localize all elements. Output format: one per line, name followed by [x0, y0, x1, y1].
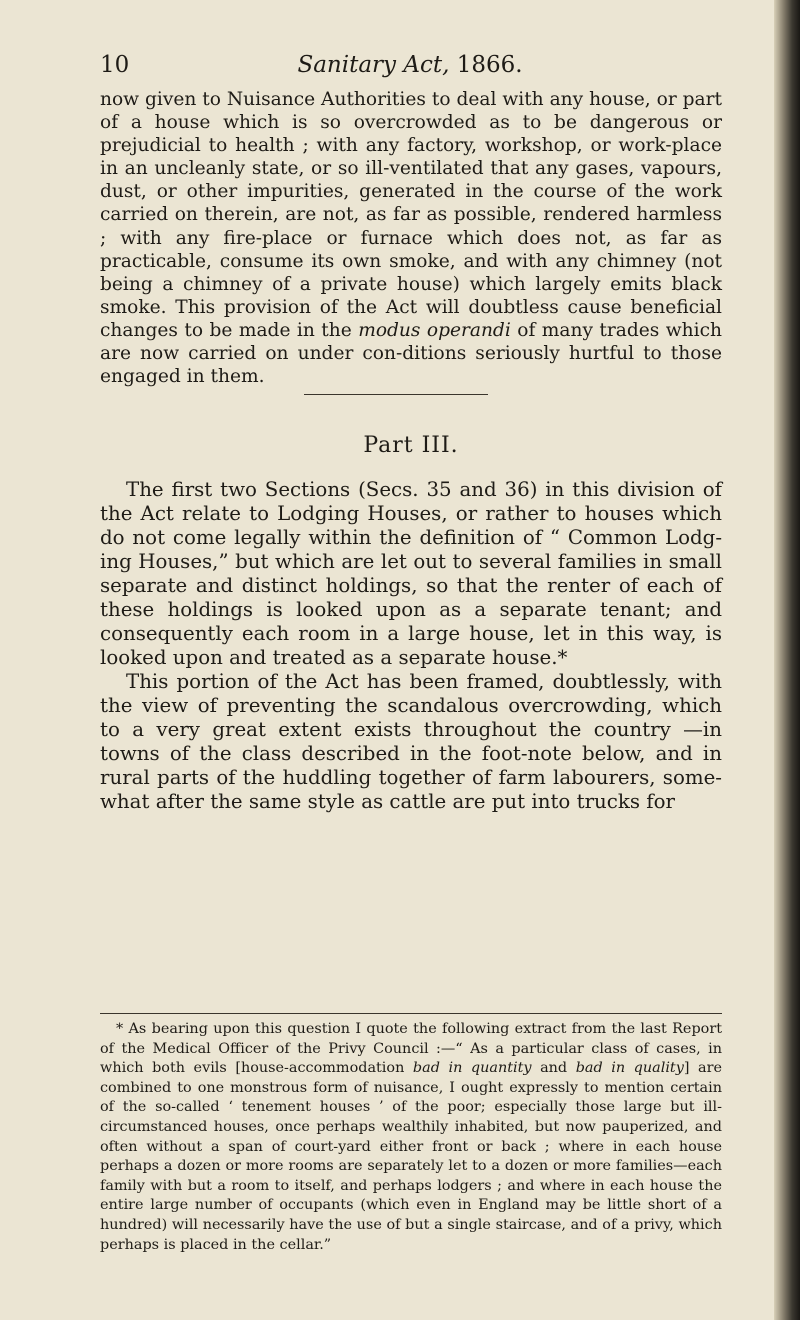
footnote-italic-2: bad in quality [575, 1060, 684, 1077]
running-head-year: 1866. [449, 52, 523, 78]
page-header [100, 48, 720, 88]
paragraph-continuation [100, 88, 722, 388]
footnote [100, 1020, 722, 1255]
footnote-text-1: * As bearing upon this question I quote the following extract from the last Report of the Medical Officer of the Privy Council :—“ As a particular class of cases, in which both evils [house-accommodation [100, 1021, 722, 1077]
part-three-body [100, 478, 722, 814]
para1-text-start: now given to Nuisance Authorities to deal with any house, or part of a house which is so overcrowded as to be dangerous or prejudicial to health ; with any factory, workshop, or work-place in an uncleanly state, or so ill-ventilated that any gases, vapours, dust, or other impurities, generated in the course of the work carried on therein, are not, as far as possible, rendered harmless ; with any fire-place or furnace which does not, as far as practicable, consume its own smoke, and with any chimney (not being a chimney of a private house) which largely emits black smoke. This provision of the Act will doubtless cause beneficial changes to be made in the [100, 89, 722, 341]
running-head-title: Sanitary Act, [297, 52, 450, 78]
section-heading: Part III. [363, 433, 459, 458]
footnote-text-3: ] are combined to one monstrous form of nuisance, I ought expressly to mention certain of the so-called ‘ tenement houses ’ of the poor; especially those large but ill-circumstanced houses, once perhaps wealthily inhabited, but now pauperized, and often without a span of court-yard either front or back ; where in each house perhaps a dozen or more rooms are separately let to a dozen or more families—each family with but a room to itself, and perhaps lodgers ; and where in each house the entire large number of occupants (which even in England may be little short of a hundred) will necessarily have the use of but a single staircase, and of a privy, which perhaps is placed in the cellar.” [100, 1060, 723, 1253]
book-binding-edge [774, 0, 800, 1320]
paragraph-lodging-houses: The first two Sections (Secs. 35 and 36) in this division of the Act relate to Lodging Houses, or rather to houses which do not come legally within the definition of “ Common Lodg-ing Houses,” but which are let out to several families in small separate and distinct holdings, so that the renter of each of these holdings is looked upon as a separate tenant; and consequently each room in a large house, let in this way, is looked upon and treated as a separate house.* [100, 478, 722, 669]
paragraph-overcrowding: This portion of the Act has been framed, doubtlessly, with the view of preventing the scandalous overcrowding, which to a very great extent exists throughout the country —in towns of the class described in the foot-note below, and in rural parts of the huddling together of farm labourers, some-what after the same style as cattle are put into trucks for [100, 670, 722, 813]
para1-text-end: of many trades which are now carried on under con-ditions seriously hurtful to those engaged in them. [100, 319, 722, 388]
footnote-text-2: and [531, 1060, 576, 1077]
footnote-rule [100, 1013, 722, 1014]
section-divider-rule [304, 394, 488, 395]
para1-italic-phrase: modus operandi [358, 319, 511, 341]
running-head [100, 52, 720, 78]
page-number: 10 [100, 52, 130, 78]
footnote-italic-1: bad in quantity [412, 1060, 532, 1077]
